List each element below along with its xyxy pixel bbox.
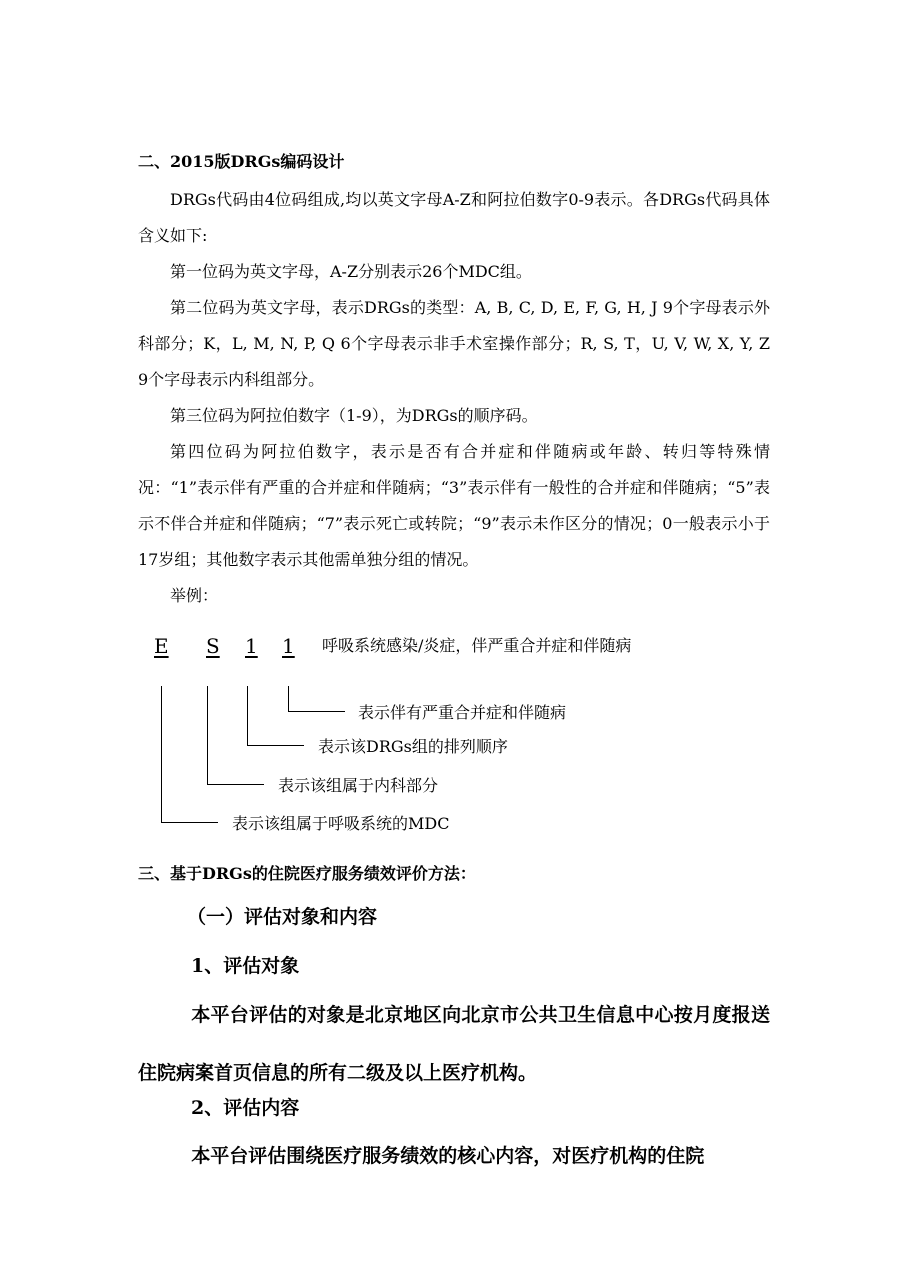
code-example-description: 呼吸系统感染/炎症，伴严重合并症和伴随病	[322, 636, 632, 655]
paragraph-third-digit: 第三位码为阿拉伯数字（1-9），为DRGs的顺序码。	[170, 406, 538, 425]
bracket-line-1	[161, 686, 218, 823]
paragraph-example-label: 举例：	[170, 586, 219, 605]
section-heading-evaluation-method: 三、基于DRGs的住院医疗服务绩效评价方法：	[138, 864, 476, 883]
paragraph-second-digit: 第二位码为英文字母，表示DRGs的类型：A, B, C, D, E, F, G, H, J 9个字母表示外科部分；K，L, M, N, P, Q 6个字母表示非手术室操作部分；R, S, T，U, V, W, X, Y, Z 9个字母表示内科组部分。	[138, 298, 770, 389]
bracket-label-4: 表示伴有严重合并症和伴随病	[358, 703, 567, 722]
bracket-label-3: 表示该DRGs组的排列顺序	[318, 737, 508, 756]
paragraph-first-digit: 第一位码为英文字母，A-Z分别表示26个MDC组。	[170, 262, 532, 281]
paragraph-fourth-digit: 第四位码为阿拉伯数字，表示是否有合并症和伴随病或年龄、转归等特殊情况：“1”表示伴有严重的合并症和伴随病；“3”表示伴有一般性的合并症和伴随病；“5”表示不伴合并症和伴随病；“7”表示死亡或转院；“9”表示未作区分的情况；0一般表示小于17岁组；其他数字表示其他需单独分组的情况。	[138, 442, 770, 569]
paragraph-evaluation-objects: 本平台评估的对象是北京地区向北京市公共卫生信息中心按月度报送住院病案首页信息的所有二级及以上医疗机构。	[138, 1004, 770, 1084]
paragraph-evaluation-content: 本平台评估围绕医疗服务绩效的核心内容，对医疗机构的住院	[191, 1145, 705, 1167]
code-char-4: 1	[282, 634, 295, 658]
subheading-evaluation-objects: 1、评估对象	[191, 955, 300, 977]
section-heading-drg-code-design: 二、2015版DRGs编码设计	[138, 152, 345, 171]
bracket-label-2: 表示该组属于内科部分	[278, 776, 439, 795]
code-char-3: 1	[245, 634, 258, 658]
subheading-evaluation-content: 2、评估内容	[191, 1097, 300, 1119]
bracket-label-1: 表示该组属于呼吸系统的MDC	[232, 814, 450, 833]
paragraph-code-structure: DRGs代码由4位码组成,均以英文字母A-Z和阿拉伯数字0-9表示。各DRGs代码具体含义如下:	[138, 190, 770, 245]
code-char-2: S	[206, 634, 220, 658]
subheading-objects-and-content: （一）评估对象和内容	[187, 906, 378, 928]
code-char-1: E	[154, 634, 169, 658]
